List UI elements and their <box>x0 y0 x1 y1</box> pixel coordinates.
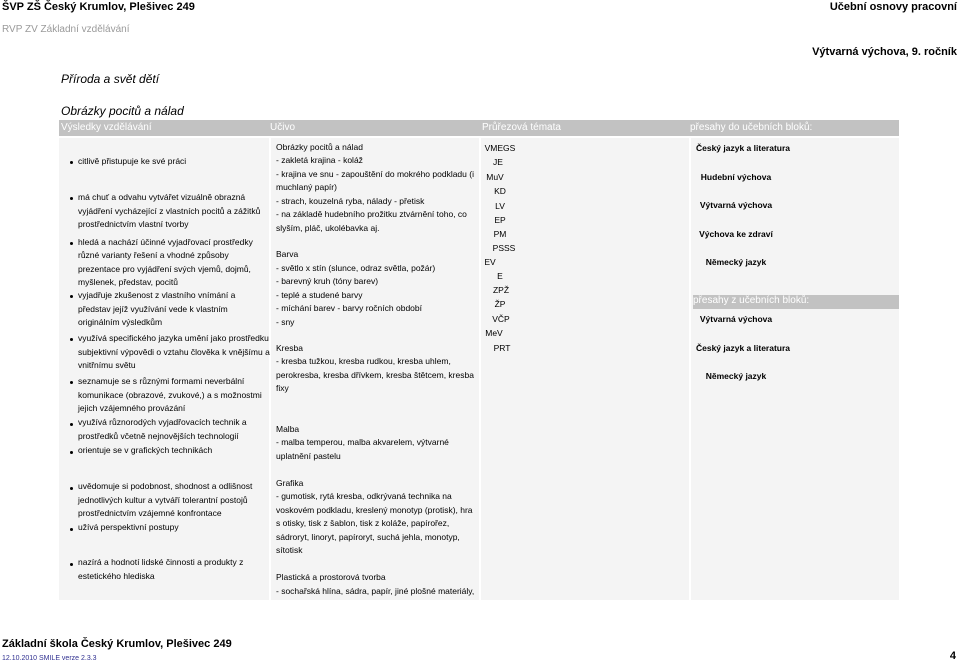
header-subtitle: RVP ZV Základní vzdělávání <box>2 24 130 35</box>
content-line: - malba temperou, malba akvarelem, výtvarné <box>276 437 449 447</box>
footer-school: Základní škola Český Krumlov, Plešivec 249 <box>2 638 232 650</box>
outcome-item: seznamuje se s různými formami neverbální komunikace (obrazové, zvukové,) a s možnostmi jejich vzájemného provázání <box>78 376 262 413</box>
relation-item: Německý jazyk <box>705 257 767 267</box>
col-content-header: Učivo <box>270 122 296 133</box>
page-number: 4 <box>949 650 956 662</box>
theme-tag: KD <box>494 186 506 196</box>
content-line: s otisky, tisk z šablon, tisk z koláže, papírořez, <box>276 518 450 528</box>
theme-tag: VMEGS <box>484 143 516 153</box>
content-line: - na základě hudebního prožitku ztvárnění toho, co <box>276 209 467 219</box>
content-line: - sochařská hlína, sádra, papír, jiné plošné materiály, <box>276 586 475 596</box>
content-line: - sny <box>276 317 295 327</box>
relation-item: Český jazyk a literatura <box>695 343 791 353</box>
relation-item: Český jazyk a literatura <box>695 143 791 153</box>
relation-item: Hudební výchova <box>700 172 772 182</box>
content-line: - zakletá krajina - koláž <box>276 155 363 165</box>
outcome-item: různé varianty řešení a vhodné způsoby prezentace pro vyjádření svých vjemů, dojmů, myšlenek, představ, pocitů <box>78 250 251 287</box>
theme-tag: E <box>497 271 503 281</box>
outcome-item: vyjadřuje zkušenost z vlastního vnímání a představ jejíž využívání vede k vlastním originálním výsledkům <box>78 290 236 327</box>
content-line: - teplé a studené barvy <box>276 290 363 300</box>
footer-version: 12.10.2010 SMILE verze 2.3.3 <box>2 655 97 662</box>
outcome-item: hledá a nachází účinné vyjadřovací prostředky <box>78 237 253 247</box>
relation-item: Německý jazyk <box>705 371 767 381</box>
outcome-item: citlivě přistupuje ke své práci <box>78 156 187 166</box>
col-relations-header: přesahy do učebních bloků: <box>690 122 813 133</box>
content-line: Obrázky pocitů a nálad <box>276 142 363 152</box>
content-line: Plastická a prostorová tvorba <box>276 572 386 582</box>
section-topic: Obrázky pocitů a nálad <box>61 104 184 118</box>
header-doc-type: Učební osnovy pracovní <box>829 1 957 13</box>
bullet-icon <box>70 197 73 200</box>
column-header-bar <box>59 120 899 136</box>
content-line: fixy <box>276 383 289 393</box>
bullet-icon <box>70 242 73 245</box>
content-line: sítotisk <box>276 545 303 555</box>
content-line: Malba <box>276 424 300 434</box>
outcome-item: má chuť a odvahu vytvářet vizuálně obrazná vyjádření vycházející z vlastních pocitů a zážitků prostřednictvím vlastní tvorby <box>78 192 261 229</box>
theme-tag: JE <box>493 157 503 167</box>
theme-tag: MuV <box>486 172 504 182</box>
theme-tag: PM <box>493 229 507 239</box>
bullet-icon <box>70 295 73 298</box>
bullet-icon <box>70 563 73 566</box>
bullet-icon <box>70 338 73 341</box>
content-line: - gumotisk, rytá kresba, odkrývaná technika na <box>276 491 452 501</box>
bullet-icon <box>70 381 73 384</box>
outcome-item: orientuje se v grafických technikách <box>78 445 213 455</box>
content-line: perokresba, kresba dřívkem, kresba štětcem, kresba <box>276 370 474 380</box>
theme-tag: MeV <box>485 328 503 338</box>
relations-from-label: přesahy z učebních bloků: <box>693 295 810 306</box>
content-line: - strach, kouzelná ryba, nálady - přetisk <box>276 196 425 206</box>
bullet-icon <box>70 487 73 490</box>
bullet-icon <box>70 528 73 531</box>
outcome-item: užívá perspektivní postupy <box>78 522 179 532</box>
content-line: - krajina ve snu - zapouštění do mokrého podkladu (i <box>276 169 474 179</box>
outcome-item: využívá různorodých vyjadřovacích technik a prostředků včetně nejnovějších technologií <box>78 417 247 441</box>
theme-tag: ŽP <box>494 299 506 309</box>
theme-tag: PSSS <box>492 243 516 253</box>
relation-item: Výtvarná výchova <box>699 200 773 210</box>
content-line: Grafika <box>276 478 304 488</box>
content-line: - světlo x stín (slunce, odraz světla, požár) <box>276 263 436 273</box>
header-school: ŠVP ZŠ Český Krumlov, Plešivec 249 <box>2 1 195 13</box>
col-themes-header: Průřezová témata <box>482 122 561 133</box>
relations-from-header <box>693 295 899 309</box>
relation-item: Výchova ke zdraví <box>699 229 773 239</box>
theme-tag: VČP <box>492 314 510 324</box>
bullet-icon <box>70 451 73 454</box>
content-line: sádroryt, linoryt, papíroryt, suchá jehla, monotyp, <box>276 532 460 542</box>
outcome-item: nazírá a hodnotí lidské činnosti a produkty z estetického hlediska <box>78 557 244 581</box>
content-line: - barevný kruh (tóny barev) <box>276 276 379 286</box>
content-line: muchlaný papír) <box>276 182 337 192</box>
col-outcomes-header: Výsledky vzdělávání <box>61 122 152 133</box>
theme-tag: PRT <box>493 343 511 353</box>
section-area: Příroda a svět dětí <box>61 72 160 86</box>
content-line: - míchání barev - barvy ročních období <box>276 303 422 313</box>
theme-tag: ZPŽ <box>492 285 510 295</box>
theme-tag: EP <box>494 215 506 225</box>
header-grade: Výtvarná výchova, 9. ročník <box>812 46 957 58</box>
bullet-icon <box>70 161 73 164</box>
content-line: Barva <box>276 249 299 259</box>
content-line: Kresba <box>276 343 303 353</box>
theme-tag: EV <box>484 257 496 267</box>
content-line: voskovém podkladu, kreslený monotyp (protisk), hra <box>276 505 473 515</box>
outcome-item: uvědomuje si podobnost, shodnost a odlišnost jednotlivých kultur a vytváří tolerantní postojů prostřednictvím vzájemné konfrontace <box>78 481 253 518</box>
relation-item: Výtvarná výchova <box>699 314 773 324</box>
content-line: - kresba tužkou, kresba rudkou, kresba uhlem, <box>276 356 451 366</box>
content-line: slyším, pláč, ukolébavka aj. <box>276 223 380 233</box>
theme-tag: LV <box>495 201 505 211</box>
content-line: uplatnění pastelu <box>276 451 341 461</box>
bullet-icon <box>70 423 73 426</box>
outcome-item: využívá specifického jazyka umění jako prostředku subjektivní výpovědi o vztahu člověka k vnějšímu a vnitřnímu světu <box>78 333 270 370</box>
